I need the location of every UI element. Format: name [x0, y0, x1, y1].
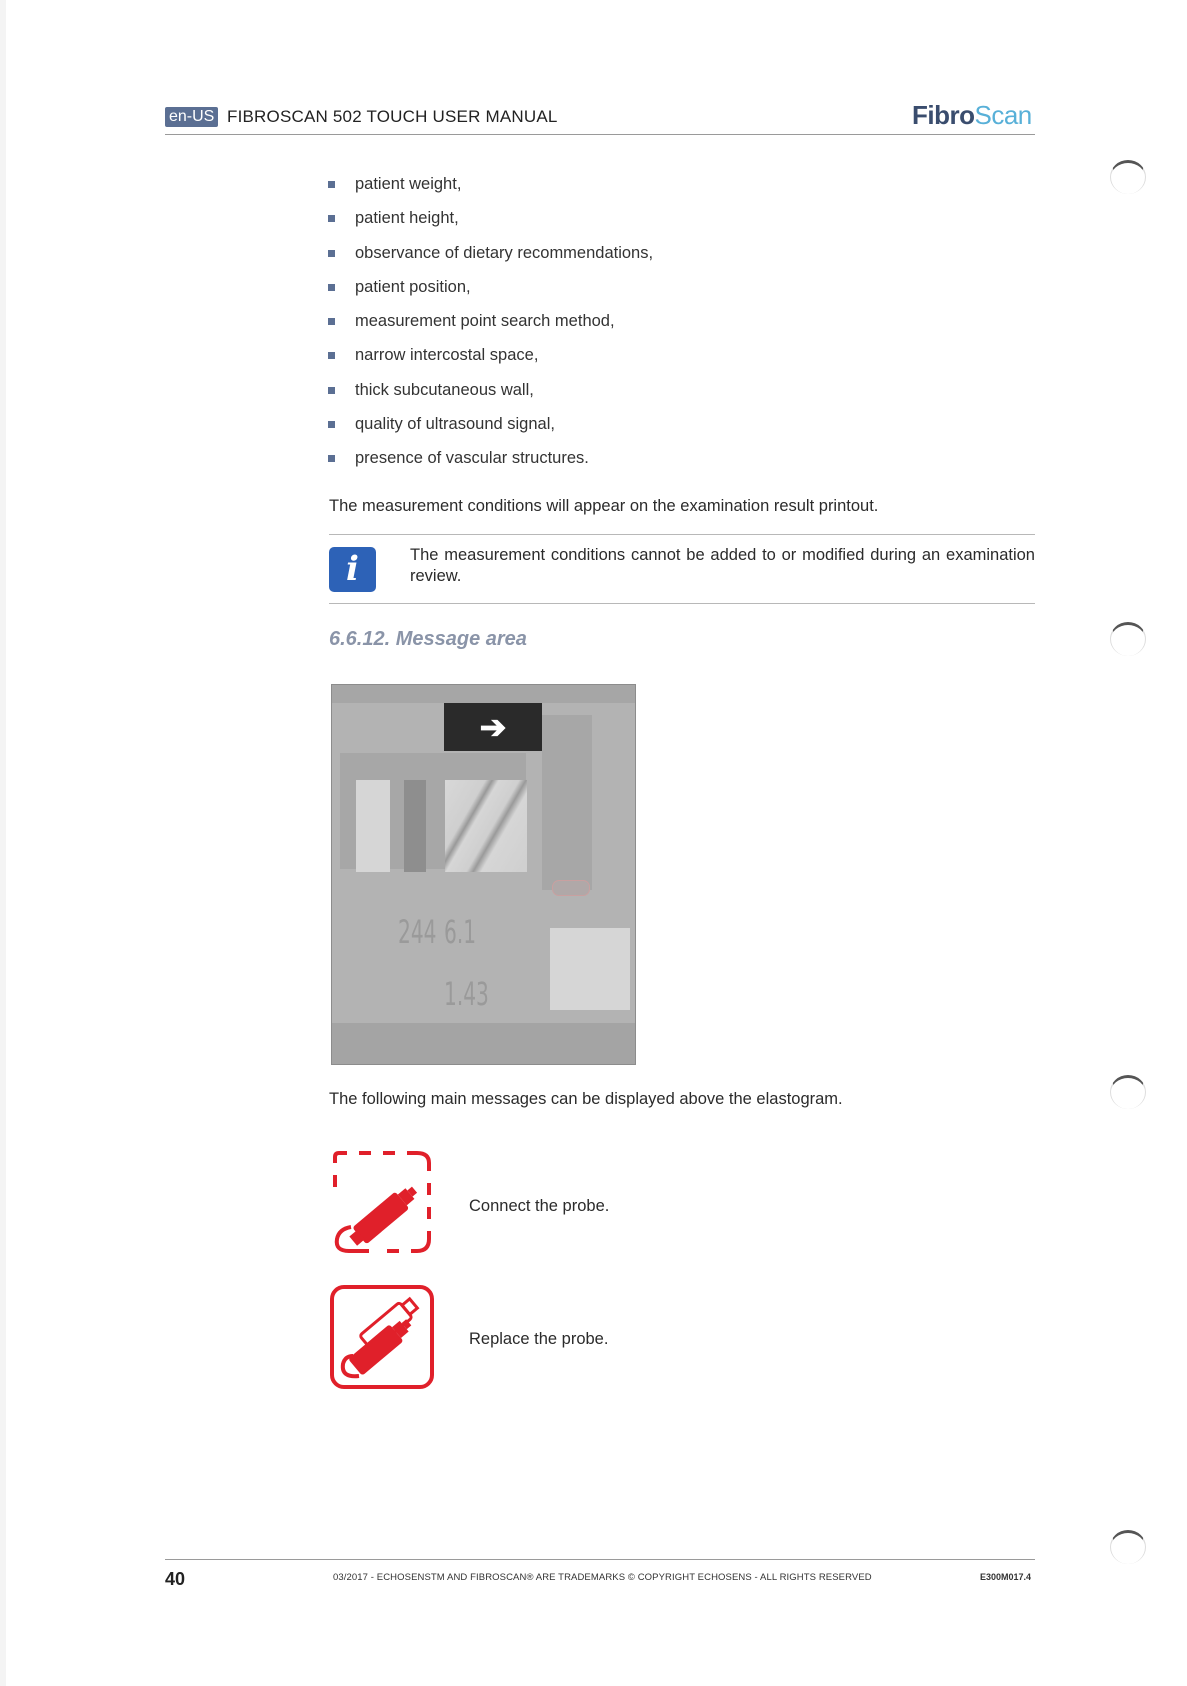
- message-connect-probe: Connect the probe.: [469, 1197, 610, 1215]
- bullet-square-icon: [328, 215, 335, 222]
- bullet-square-icon: [328, 352, 335, 359]
- footer-rule: [165, 1559, 1035, 1560]
- page-number: 40: [165, 1569, 186, 1589]
- bullet-square-icon: [328, 284, 335, 291]
- screenshot-value-3: 1.43: [444, 975, 489, 1013]
- arrow-right-icon: ➔: [479, 709, 507, 745]
- screenshot-gauge-left: [356, 780, 390, 872]
- screenshot-side-panel: [542, 715, 592, 890]
- info-note-text: The measurement conditions cannot be added to or modified during an examination review.: [410, 546, 1035, 585]
- list-item: patient position,: [328, 277, 1008, 311]
- screenshot-top-bar: [332, 685, 635, 703]
- fibroscan-logo: [912, 100, 1032, 131]
- list-item: narrow intercostal space,: [328, 345, 1008, 379]
- list-item: patient weight,: [328, 174, 1008, 208]
- section-title: 6.6.12. Message area: [329, 628, 527, 650]
- connect-probe-icon: [329, 1149, 435, 1257]
- list-item: measurement point search method,: [328, 311, 1008, 345]
- bullet-square-icon: [328, 387, 335, 394]
- document-reference: E300M017.4: [980, 1572, 1032, 1582]
- header-rule: [165, 134, 1035, 135]
- copyright-notice: 03/2017 - ECHOSENSTM AND FIBROSCAN® ARE TRADEMARKS © COPYRIGHT ECHOSENS - ALL RIGHTS RESERVED: [333, 1572, 872, 1583]
- binder-hole: [1110, 1075, 1146, 1109]
- bullet-square-icon: [328, 181, 335, 188]
- bullet-square-icon: [328, 421, 335, 428]
- screenshot-bottom-bar: [332, 1023, 635, 1065]
- bullet-square-icon: [328, 318, 335, 325]
- list-item: observance of dietary recommendations,: [328, 243, 1008, 277]
- screenshot-value-1: 244: [398, 913, 437, 951]
- language-tag: en-US: [165, 107, 218, 127]
- binder-hole: [1110, 1530, 1146, 1564]
- messages-intro: The following main messages can be displayed above the elastogram.: [329, 1090, 843, 1108]
- screenshot-indicator-pill: [552, 880, 590, 896]
- list-item: quality of ultrasound signal,: [328, 414, 1008, 448]
- screenshot-value-2: 6.1: [444, 913, 477, 951]
- bullet-square-icon: [328, 455, 335, 462]
- manual-title: FIBROSCAN 502 TOUCH USER MANUAL: [227, 107, 558, 126]
- screenshot-elastogram-image: [445, 780, 527, 872]
- binder-hole: [1110, 622, 1146, 656]
- conditions-paragraph: The measurement conditions will appear on the examination result printout.: [329, 497, 879, 515]
- replace-probe-icon: [329, 1284, 435, 1390]
- list-item: thick subcutaneous wall,: [328, 380, 1008, 414]
- screenshot-white-panel: [550, 928, 630, 1010]
- page-edge-shadow: [0, 0, 6, 1686]
- binder-hole: [1110, 160, 1146, 194]
- measurement-conditions-list: [328, 174, 1008, 483]
- logo-part-fibro: Fibro: [912, 100, 975, 130]
- message-replace-probe: Replace the probe.: [469, 1330, 609, 1348]
- bullet-square-icon: [328, 250, 335, 257]
- note-rule-bottom: [329, 603, 1035, 604]
- note-rule-top: [329, 534, 1035, 535]
- device-screenshot: [331, 684, 636, 1065]
- logo-part-scan: Scan: [974, 100, 1032, 130]
- list-item: presence of vascular structures.: [328, 448, 1008, 482]
- screenshot-gauge-a-mode: [404, 780, 426, 872]
- list-item: patient height,: [328, 208, 1008, 242]
- message-area-arrow: [444, 703, 542, 751]
- info-icon: i: [329, 547, 376, 592]
